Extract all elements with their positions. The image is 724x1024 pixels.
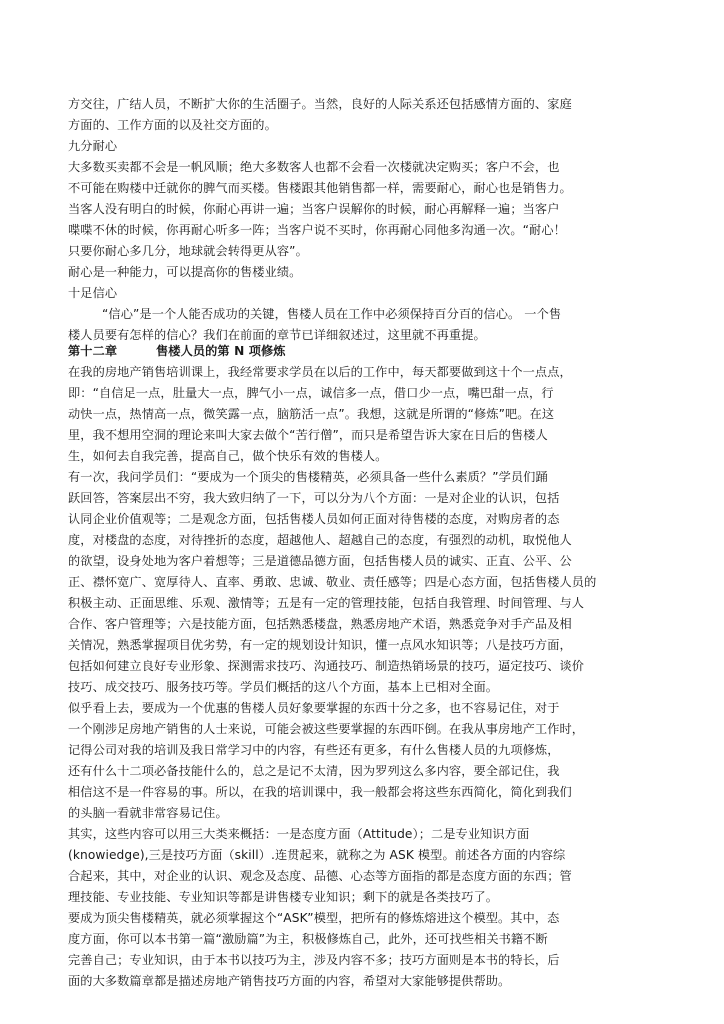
text-line: 记得公司对我的培训及我日常学习中的内容，有些还有更多，有什么售楼人员的九项修炼， — [68, 743, 560, 757]
text-line: 里，我不想用空洞的理论来叫大家去做个“苦行僧”，而只是希望告诉大家在日后的售楼人 — [68, 428, 548, 442]
text-line: 一个刚涉足房地产销售的人士来说，可能会被这些要掌握的东西吓倒。在我从事房地产工作时， — [68, 722, 585, 736]
text-line: 完善自己；专业知识，由于本书以技巧为主，涉及内容不多；技巧方面则是本书的特长，后 — [68, 953, 560, 967]
section-patience-confidence — [68, 94, 658, 346]
text-line: 包括如何建立良好专业形象、探测需求技巧、沟通技巧、制造热销场景的技巧，逼定技巧、谈价 — [68, 659, 585, 673]
text-line: 方交往，广结人员，不断扩大你的生活圈子。当然，良好的人际关系还包括感情方面的、家庭 — [68, 97, 572, 111]
text-line: 合起来，其中，对企业的认识、观念及态度、品德、心态等方面指的都是态度方面的东西；管 — [68, 869, 572, 883]
text-line: 大多数买卖都不会是一帆风顺；绝大多数客人也都不会看一次楼就决定购买；客户不会，也 — [68, 160, 560, 174]
text-line: 度方面，你可以本书第一篇“激励篇”为主，积极修炼自己，此外，还可找些相关书籍不断 — [68, 932, 548, 946]
text-line: 只要你耐心多几分，地球就会转得更从容”。 — [68, 244, 308, 258]
text-line: 动快一点，热情高一点，微笑露一点，脑筋活一点”。我想，这就是所谓的“修炼”吧。在这 — [68, 407, 555, 421]
text-line: 耐心是一种能力，可以提高你的售楼业绩。 — [68, 265, 302, 279]
text-line: 生，如何去自我完善，提高自己，做个快乐有效的售楼人。 — [68, 449, 388, 463]
chapter-heading — [68, 341, 658, 362]
text-line: 当客人没有明白的时候，你耐心再讲一遍；当客户误解你的时候，耐心再解释一遍；当客户 — [68, 202, 560, 216]
chapter-body — [68, 362, 658, 992]
text-line: (knowiedge),三是技巧方面（skill）.连贯起来，就称之为 ASK 模型。前述各方面的内容综 — [68, 848, 566, 862]
text-line: 不可能在购楼中迁就你的脾气而买楼。售楼跟其他销售都一样，需要耐心，耐心也是销售力。 — [68, 181, 572, 195]
chapter-number: 第十二章 — [68, 344, 118, 358]
text-line: 关情况，熟悉掌握项目优劣势，有一定的规划设计知识，懂一点风水知识等；八是技巧方面， — [68, 638, 572, 652]
text-line: 即：“自信足一点，肚量大一点，脾气小一点，诚信多一点，借口少一点，嘴巴甜一点，行 — [68, 386, 554, 400]
text-line: 喋喋不休的时候，你再耐心听多一阵；当客户说不买时，你再耐心同他多沟通一次。“耐心！ — [68, 223, 566, 237]
text-line: 其实，这些内容可以用三大类来概括：一是态度方面（Attitude）；二是专业知识方面 — [68, 827, 530, 841]
text-line: 要成为顶尖售楼精英，就必须掌握这个“ASK”模型，把所有的修炼熔进这个模型。其中，态 — [68, 911, 560, 925]
chapter-title: 售楼人员的第 N 项修炼 — [156, 344, 286, 358]
text-line: 度，对楼盘的态度，对待挫折的态度，超越他人、超越自己的态度，有强烈的动机，取悦他人 — [68, 533, 572, 547]
text-line: 在我的房地产销售培训课上，我经常要求学员在以后的工作中，每天都要做到这十个一点点， — [68, 365, 572, 379]
subheading-patience: 九分耐心 — [68, 139, 118, 153]
text-line: 有一次，我问学员们：“要成为一个顶尖的售楼精英，必须具备一些什么素质？”学员们踊 — [68, 470, 548, 484]
text-line: 的欲望，设身处地为客户着想等；三是道德品德方面，包括售楼人员的诚实、正直、公平、公 — [68, 554, 572, 568]
text-line: 技巧、成交技巧、服务技巧等。学员们概括的这八个方面，基本上已相对全面。 — [68, 680, 499, 694]
text-line: “信心”是一个人能否成功的关键，售楼人员在工作中必须保持百分百的信心。 一个售 — [102, 307, 562, 321]
text-line: 正、襟怀宽广、宽厚待人、直率、勇敢、忠诚、敬业、责任感等；四是心态方面，包括售楼人员的 — [68, 575, 597, 589]
text-line: 跃回答，答案层出不穷，我大致归纳了一下，可以分为八个方面：一是对企业的认识，包括 — [68, 491, 560, 505]
text-line: 还有什么十二项必备技能什么的，总之是记不太清，因为罗列这么多内容，要全部记住，我 — [68, 764, 560, 778]
subheading-confidence: 十足信心 — [68, 286, 118, 300]
text-line: 相信这不是一件容易的事。所以，在我的培训课中，我一般都会将这些东西简化，简化到我们 — [68, 785, 572, 799]
text-line: 面的大多数篇章都是描述房地产销售技巧方面的内容，希望对大家能够提供帮助。 — [68, 974, 511, 988]
text-line: 认同企业价值观等；二是观念方面，包括售楼人员如何正面对待售楼的态度，对购房者的态 — [68, 512, 560, 526]
text-line: 合作、客户管理等；六是技能方面，包括熟悉楼盘，熟悉房地产术语，熟悉竞争对手产品及相 — [68, 617, 572, 631]
text-line: 方面的、工作方面的以及社交方面的。 — [68, 118, 277, 132]
text-line: 的头脑一看就非常容易记住。 — [68, 806, 228, 820]
text-line: 似乎看上去，要成为一个优惠的售楼人员好象要掌握的东西十分之多，也不容易记住，对于 — [68, 701, 560, 715]
text-line: 楼人员要有怎样的信心？我们在前面的章节已详细叙述过，这里就不再重提。 — [68, 328, 486, 342]
text-line: 积极主动、正面思维、乐观、激情等；五是有一定的管理技能，包括自我管理、时间管理、与人 — [68, 596, 585, 610]
text-line: 理技能、专业技能、专业知识等都是讲售楼专业知识；剩下的就是各类技巧了。 — [68, 890, 499, 904]
